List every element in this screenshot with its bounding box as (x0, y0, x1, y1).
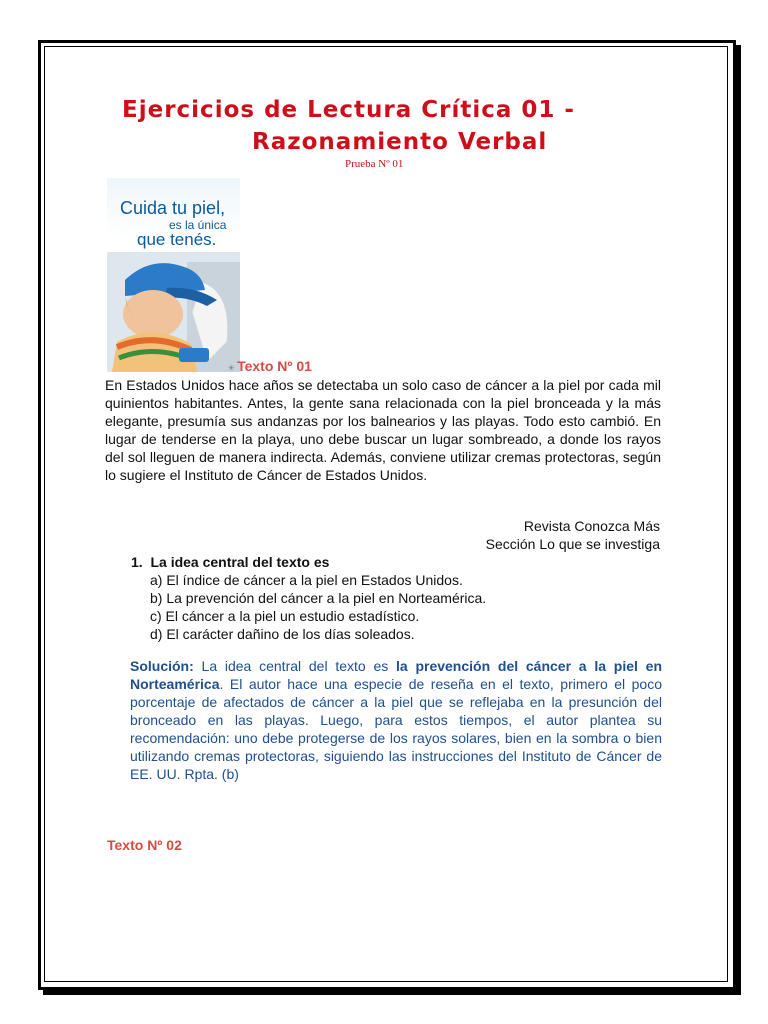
option-b: b) La prevención del cáncer a la piel en Norteamérica. (150, 590, 487, 606)
texto-02-heading: Texto Nº 02 (107, 837, 182, 853)
question-1-text: La idea central del texto es (150, 554, 330, 570)
texto-01-paragraph: En Estados Unidos hace años se detectaba un solo caso de cáncer a la piel por cada mil quinientos habitantes. Antes, la gente sana relacionada con la piel bronceada y la más elegante, presumía sus andanzas por los balnearios y las playas. Todo esto cambió. En lugar de tenderse en la playa, uno debe buscar un lugar sombreado, a donde los rayos del sol lleguen de manera indirecta. Además, conviene utilizar cremas protectoras, según lo sugiere el Instituto de Cáncer de Estados Unidos. (105, 377, 661, 483)
skin-care-ad-image (107, 178, 240, 372)
title-line-1: Ejercicios de Lectura Crítica 01 - (122, 97, 575, 123)
solution-emphasis: la prevención del cáncer a la piel en Norteamérica (130, 658, 662, 692)
source-citation (486, 517, 660, 553)
ad-text-line-3: que tenés. (137, 230, 217, 249)
source-line-1: Revista Conozca Más (523, 518, 660, 534)
question-1 (130, 553, 670, 643)
source-line-2: Sección Lo que se investiga (485, 536, 660, 552)
option-c: c) El cáncer a la piel un estudio estadístico. (150, 608, 420, 624)
child-with-cap-illustration (107, 252, 240, 372)
ad-text-line-2: es la única (169, 218, 227, 232)
texto-01-heading-text: Texto Nº 01 (237, 358, 312, 374)
solution-paragraph (130, 657, 662, 783)
solution-label: Solución: (130, 658, 194, 674)
solution-body: . El autor hace una especie de reseña en el texto, primero el poco porcentaje de afectados de cáncer a la piel que se reflejaba en la presunción del bronceado en las playas. Luego, para estos tiempos, el autor plantea su recomendación: uno debe protegerse de los rayos solares, bien en la sombra o bien utilizando cremas protectoras, siguiendo las instrucciones del Instituto de Cáncer de EE. UU. Rpta. (b) (130, 676, 662, 782)
ad-text-line-1: Cuida tu piel, (120, 198, 226, 218)
page-title (122, 94, 682, 158)
solution-intro: La idea central del texto es (193, 658, 396, 674)
page-subtitle: Prueba Nº 01 (345, 158, 404, 170)
option-a: a) El índice de cáncer a la piel en Estados Unidos. (150, 572, 463, 588)
texto-01-heading (227, 358, 312, 374)
question-1-options (130, 571, 670, 643)
sun-icon: ☀ (227, 363, 236, 373)
option-d: d) El carácter dañino de los días soleados. (150, 626, 415, 642)
question-1-number: 1. (131, 554, 143, 570)
question-1-title (131, 553, 670, 571)
title-line-2: Razonamiento Verbal (252, 129, 548, 155)
